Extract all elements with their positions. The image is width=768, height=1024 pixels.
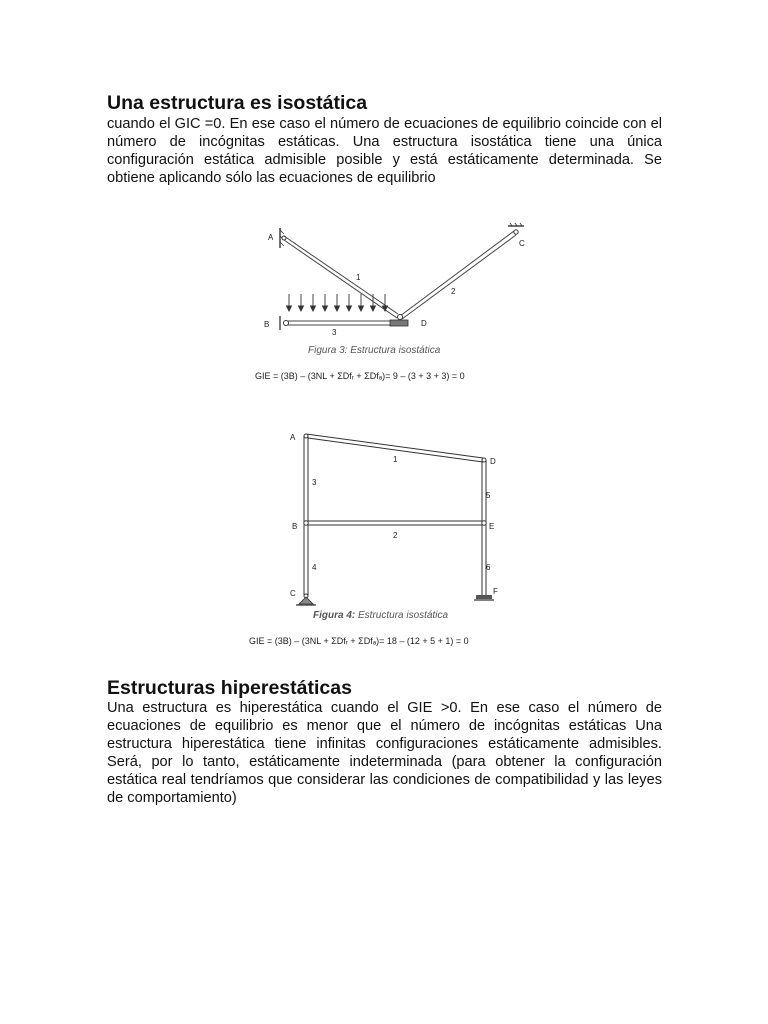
support-c-icon <box>296 594 316 605</box>
figure-4-caption <box>313 610 448 621</box>
node-label-e: E <box>489 522 495 531</box>
member-6 <box>482 523 486 595</box>
paragraph-hyperstatic: Una estructura es hiperestática cuando el GIE >0. En ese caso el número de ecuaciones de equilibrio es menor que el número de incógnitas estáticas Una estructura hiperestática tiene infinitas configuraciones estáticamente admisibles. Será, por lo tanto, estáticamente indeterminada (para obtener la configuración estática real tendríamos que considerar las condiciones de compatibilidad y las leyes de comportamiento) <box>107 700 662 806</box>
node-label-c: C <box>519 239 525 248</box>
figure-4-caption-prefix: Figura 4: <box>313 610 356 621</box>
member-label-6: 6 <box>486 563 491 572</box>
support-c-icon <box>508 223 524 234</box>
node-label-a: A <box>268 233 274 242</box>
figure-3-diagram <box>240 218 530 388</box>
node-label-d: D <box>421 319 427 328</box>
support-f-icon <box>474 595 494 600</box>
member-label-3: 3 <box>312 478 317 487</box>
joint-d-icon <box>482 458 486 462</box>
figure-4-caption-rest: Estructura isostática <box>355 610 449 621</box>
node-label-b: B <box>292 522 298 531</box>
member-label-3: 3 <box>332 328 337 337</box>
figure-3-equation: GIE = (3B) – (3NL + ΣDfᵣ + ΣDfₐ)= 9 – (3 + 3 + 3) = 0 <box>255 371 465 381</box>
member-3 <box>304 436 308 523</box>
member-3 <box>288 321 395 325</box>
member-2 <box>308 521 482 525</box>
section-heading-isostatic: Una estructura es isostática <box>107 92 368 114</box>
section-heading-hyperstatic: Estructuras hiperestáticas <box>107 677 352 699</box>
member-label-4: 4 <box>312 563 317 572</box>
member-4 <box>304 523 308 595</box>
support-b-icon <box>280 316 289 330</box>
member-2 <box>400 231 516 319</box>
node-label-f: F <box>493 587 498 596</box>
member-label-5: 5 <box>486 491 491 500</box>
paragraph-isostatic: cuando el GIC =0. En ese caso el número de ecuaciones de equilibrio coincide con el número de incógnitas estáticas. Una estructura isostática tiene una única configuración estática admisible posible y está estáticamente determinada. Se obtiene aplicando sólo las ecuaciones de equilibrio <box>107 116 662 186</box>
joint-a-icon <box>304 434 308 438</box>
node-label-d: D <box>490 457 496 466</box>
member-label-2: 2 <box>451 287 456 296</box>
node-label-c: C <box>290 589 296 598</box>
joint-e-icon <box>482 521 486 525</box>
figure-3-caption: Figura 3: Estructura isostática <box>308 345 441 356</box>
support-a-icon <box>280 228 286 248</box>
node-label-a: A <box>290 433 296 442</box>
member-label-2: 2 <box>393 531 398 540</box>
member-label-1: 1 <box>393 455 398 464</box>
member-label-1: 1 <box>356 273 361 282</box>
joint-b-icon <box>304 521 308 525</box>
node-label-b: B <box>264 320 270 329</box>
figure-4-equation: GIE = (3B) – (3NL + ΣDfᵣ + ΣDfₐ)= 18 – (12 + 5 + 1) = 0 <box>249 636 469 646</box>
figure-4-diagram <box>240 425 530 655</box>
